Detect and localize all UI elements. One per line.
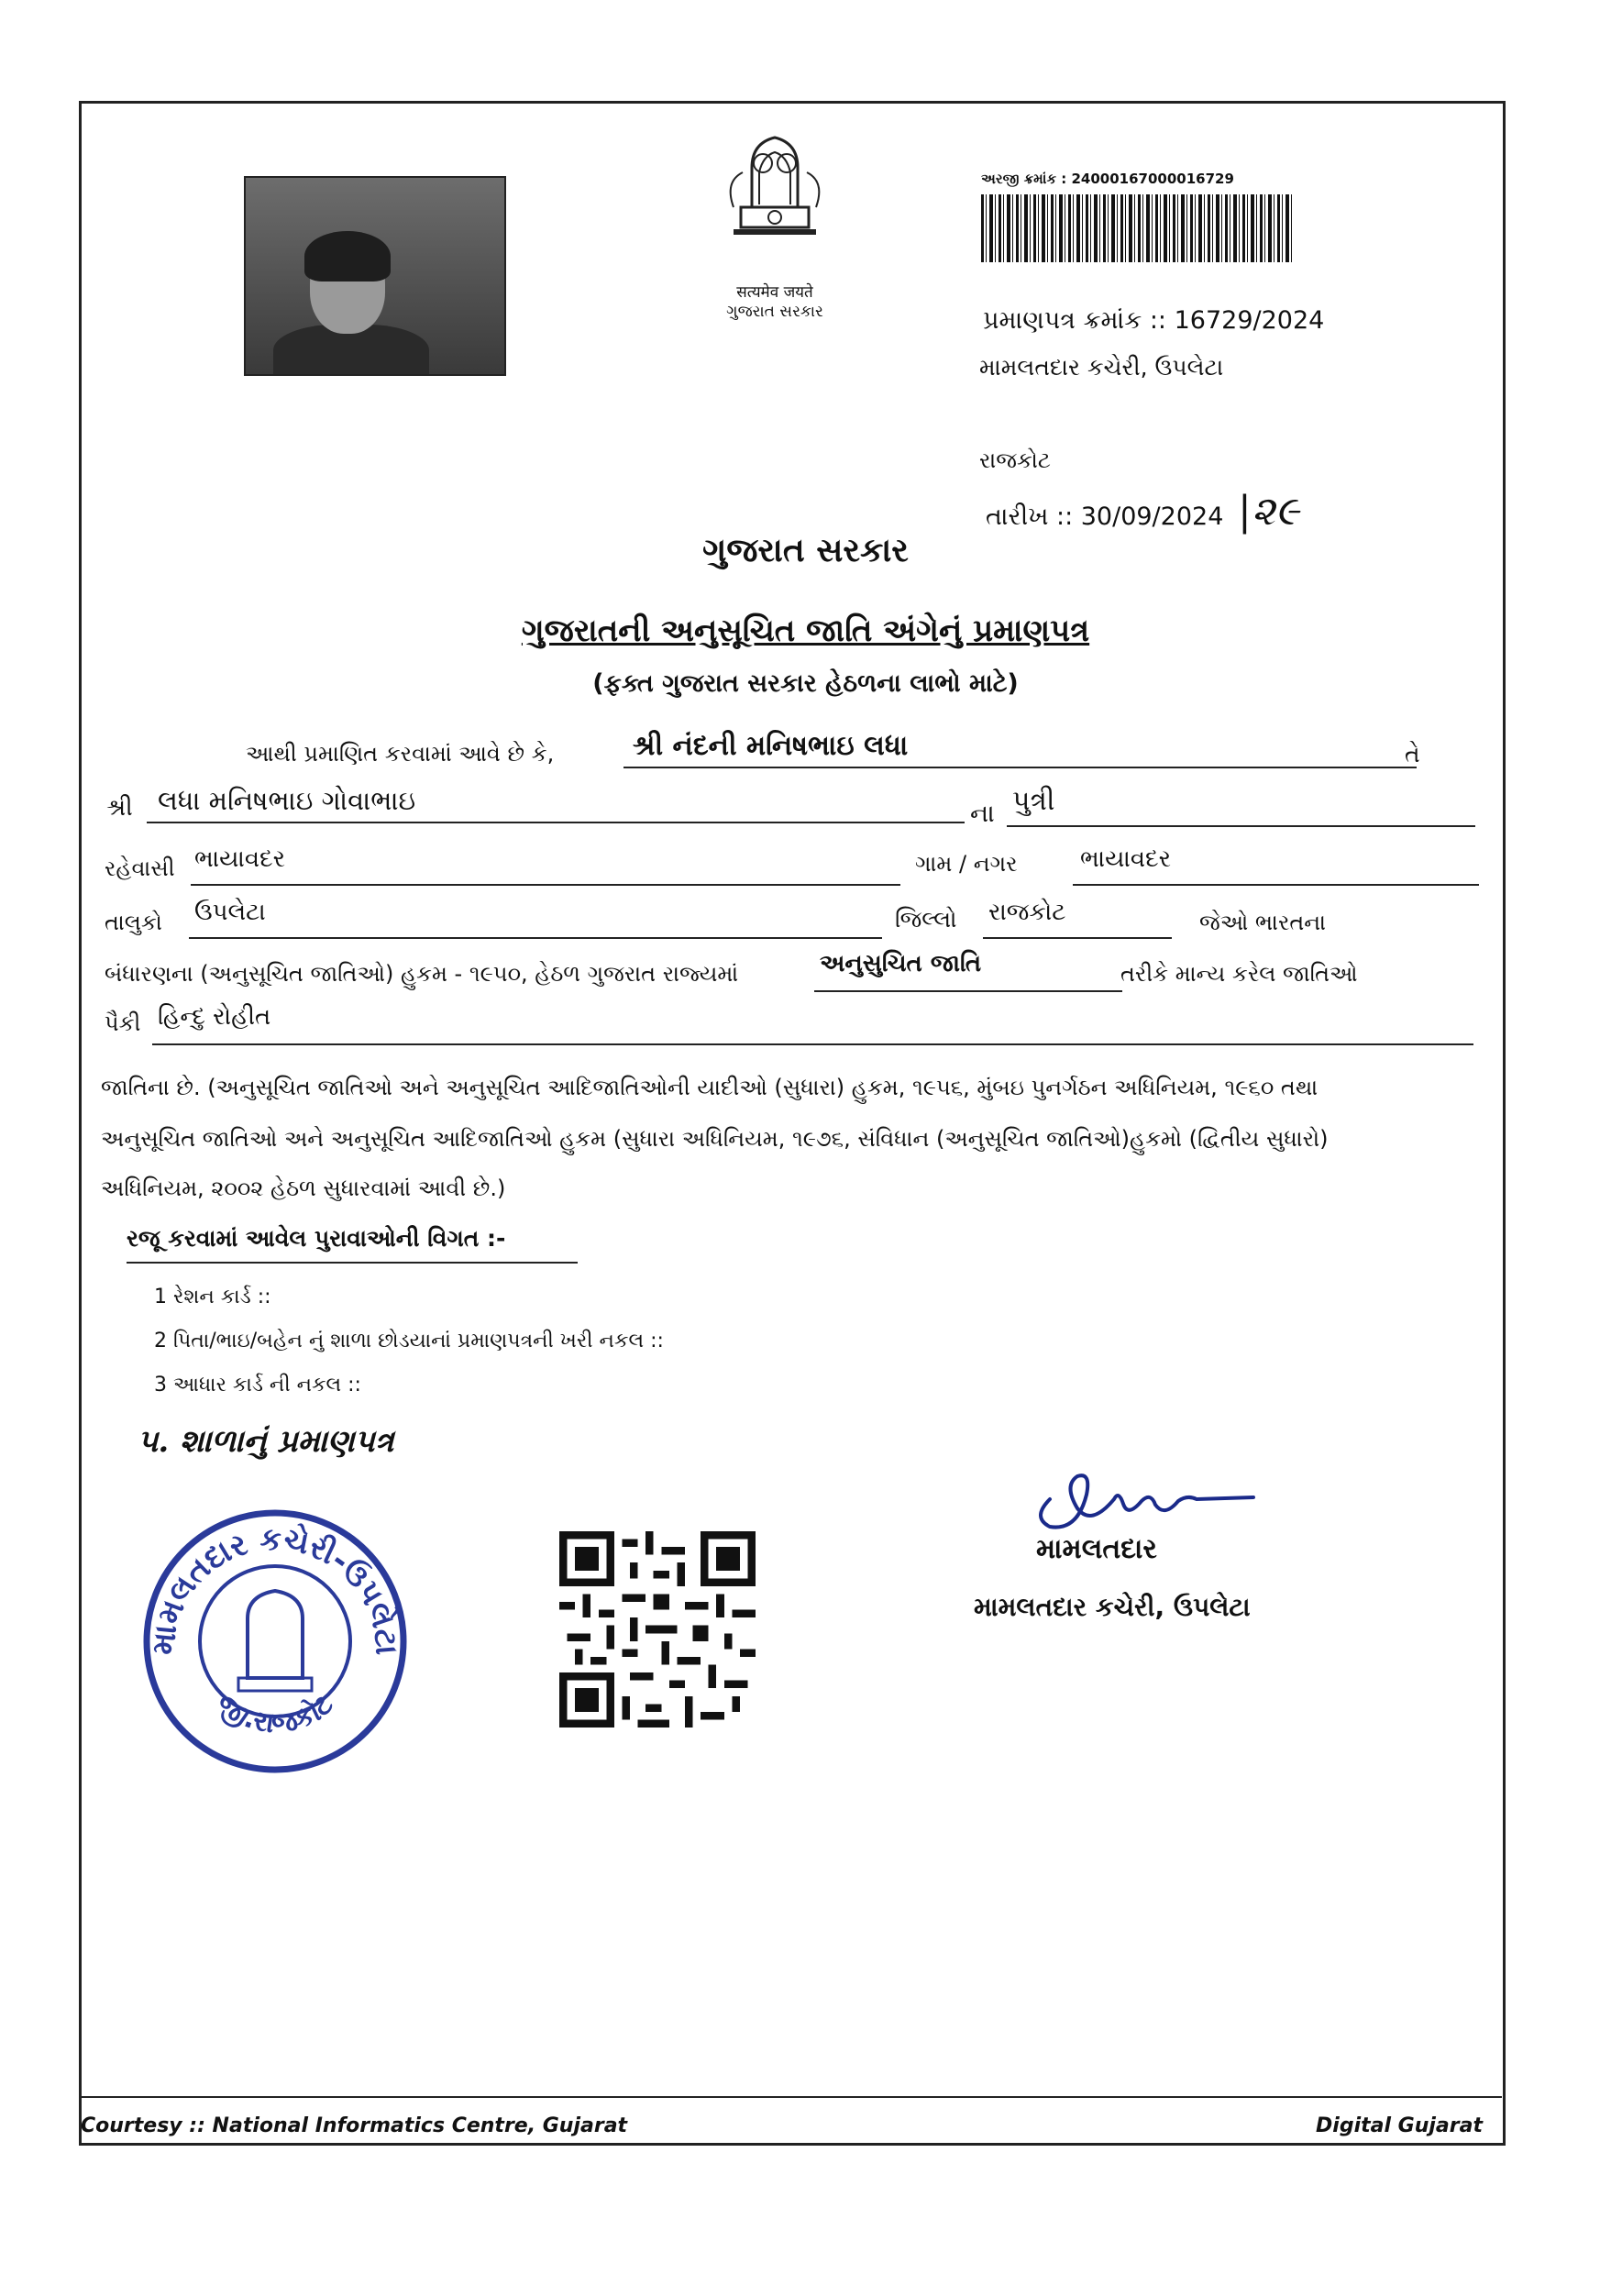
barcode [981,194,1293,262]
bharat-text: જેઓ ભારતના [1199,910,1327,935]
body-line-1: જાતિના છે. (અનુસૂચિત જાતિઓ અને અનુસૂચિત આદિજાતિઓની યાદીઓ (સુધારા) હુકમ, ૧૯૫૬, મુંબઇ પુનર્ગઠન અધિનિયમ, ૧૯૬૦ તથા [101,1075,1319,1100]
resident-label: રહેવાસી [105,855,175,881]
paiki-text: પૈકી [105,1010,141,1036]
evidence-heading: રજૂ કરવામાં આવેલ પુરાવાઓની વિગત :- [127,1225,578,1264]
evidence-item: 2 પિતા/ભાઇ/બહેન નું શાળા છોડયાનાં પ્રમાણપત્રની ખરી નકલ :: [154,1330,664,1352]
certificate-title: ગુજરાતની અનુસૂચિત જાતિ અંગેનું પ્રમાણપત્ર [521,613,1090,649]
emblem-motto: सत्यमेव जयते [736,283,813,302]
applicant-name: શ્રી નંદની મનિષભાઇ લધા [623,730,1417,768]
evidence-item: 1 રેશન કાર્ડ :: [154,1286,271,1308]
handwritten-mark: |૨૯ [1238,488,1299,535]
intro-text: આથી પ્રમાણિત કરવામાં આવે છે કે, [246,741,555,767]
certificate-border [79,101,1506,2146]
parent-name: લધા મનિષભાઇ ગોવાભાઇ [147,785,965,823]
city: રાજકોટ [979,447,1051,473]
relation: પુત્રી [1007,785,1475,827]
issue-date: તારીખ :: 30/09/2024 [986,502,1224,531]
qr-code [559,1531,756,1728]
evidence-item: 3 આધાર કાર્ડ ની નકલ :: [154,1374,361,1396]
na-text: ના [970,800,995,828]
signatory-office: મામલતદાર કચેરી, ઉપલેટા [974,1592,1251,1622]
signatory-title: મામલતદાર [1036,1533,1157,1565]
body-line-3: અધિનિયમ, ૨૦૦૨ હેઠળ સુધારવામાં આવી છે.) [101,1176,506,1201]
svg-text:જી.રાજકોટ: જી.રાજકોટ [210,1687,340,1740]
district-value: રાજકોટ [983,899,1172,939]
application-number: અરજી ક્રમાંક : 24000167000016729 [981,171,1234,187]
handwritten-evidence-note: ૫. શાળાનું પ્રમાણપત્ર [138,1423,394,1460]
recognized-text: તરીકે માન્ય કરેલ જાતિઓ [1120,961,1358,987]
district-label: જિલ્લો [895,906,957,933]
footer-courtesy: Courtesy :: National Informatics Centre, Gujarat [81,2114,628,2137]
shri-text: શ્રી [106,794,133,822]
government-title: ગુજરાત સરકાર [702,532,909,569]
caste-category: અનુસુચિત જાતિ [814,950,1122,992]
certificate-subtitle: (ફક્ત ગુજરાત સરકાર હેઠળના લાભો માટે) [592,669,1019,698]
constitution-text: બંધારણના (અનુસૂચિત જાતિઓ) હુકમ - ૧૯૫૦, હેઠળ ગુજરાત રાજ્યમાં [105,961,739,987]
caste-value: હિન્દુ રોહીત [152,1003,1473,1045]
body-line-2: અનુસૂચિત જાતિઓ અને અનુસૂચિત આદિજાતિઓ હુકમ (સુધારા અધિનિયમ, ૧૯૭૬, સંવિધાન (અનુસૂચિત જાતિઓ)હુકમો (દ્વિતીય સુધારો) [101,1126,1329,1152]
issuing-office: મામલતદાર કચેરી, ઉપલેટા [979,354,1224,381]
village-value: ભાયાવદર [1073,845,1479,886]
certificate-number: પ્રમાણપત્ર ક્રમાંક :: 16729/2024 [983,306,1325,335]
emblem-caption: ગુજરાત સરકાર [726,303,823,321]
national-emblem-icon [706,127,844,273]
applicant-photo [244,176,506,376]
footer-digital-gujarat: Digital Gujarat [1316,2114,1483,2137]
resident-value: ભાયાવદર [191,845,900,886]
taluka-value: ઉપલેટા [189,899,882,939]
signature [1013,1444,1261,1545]
svg-text:મામલતદાર કચેરી-ઉપલેટા: મામલતદાર કચેરી-ઉપલેટા [145,1520,405,1657]
footer-divider [81,2096,1502,2098]
te-text: તે [1405,741,1420,767]
taluka-label: તાલુકો [105,910,162,935]
village-label: ગામ / નગર [915,851,1018,877]
office-seal-stamp [138,1504,413,1779]
